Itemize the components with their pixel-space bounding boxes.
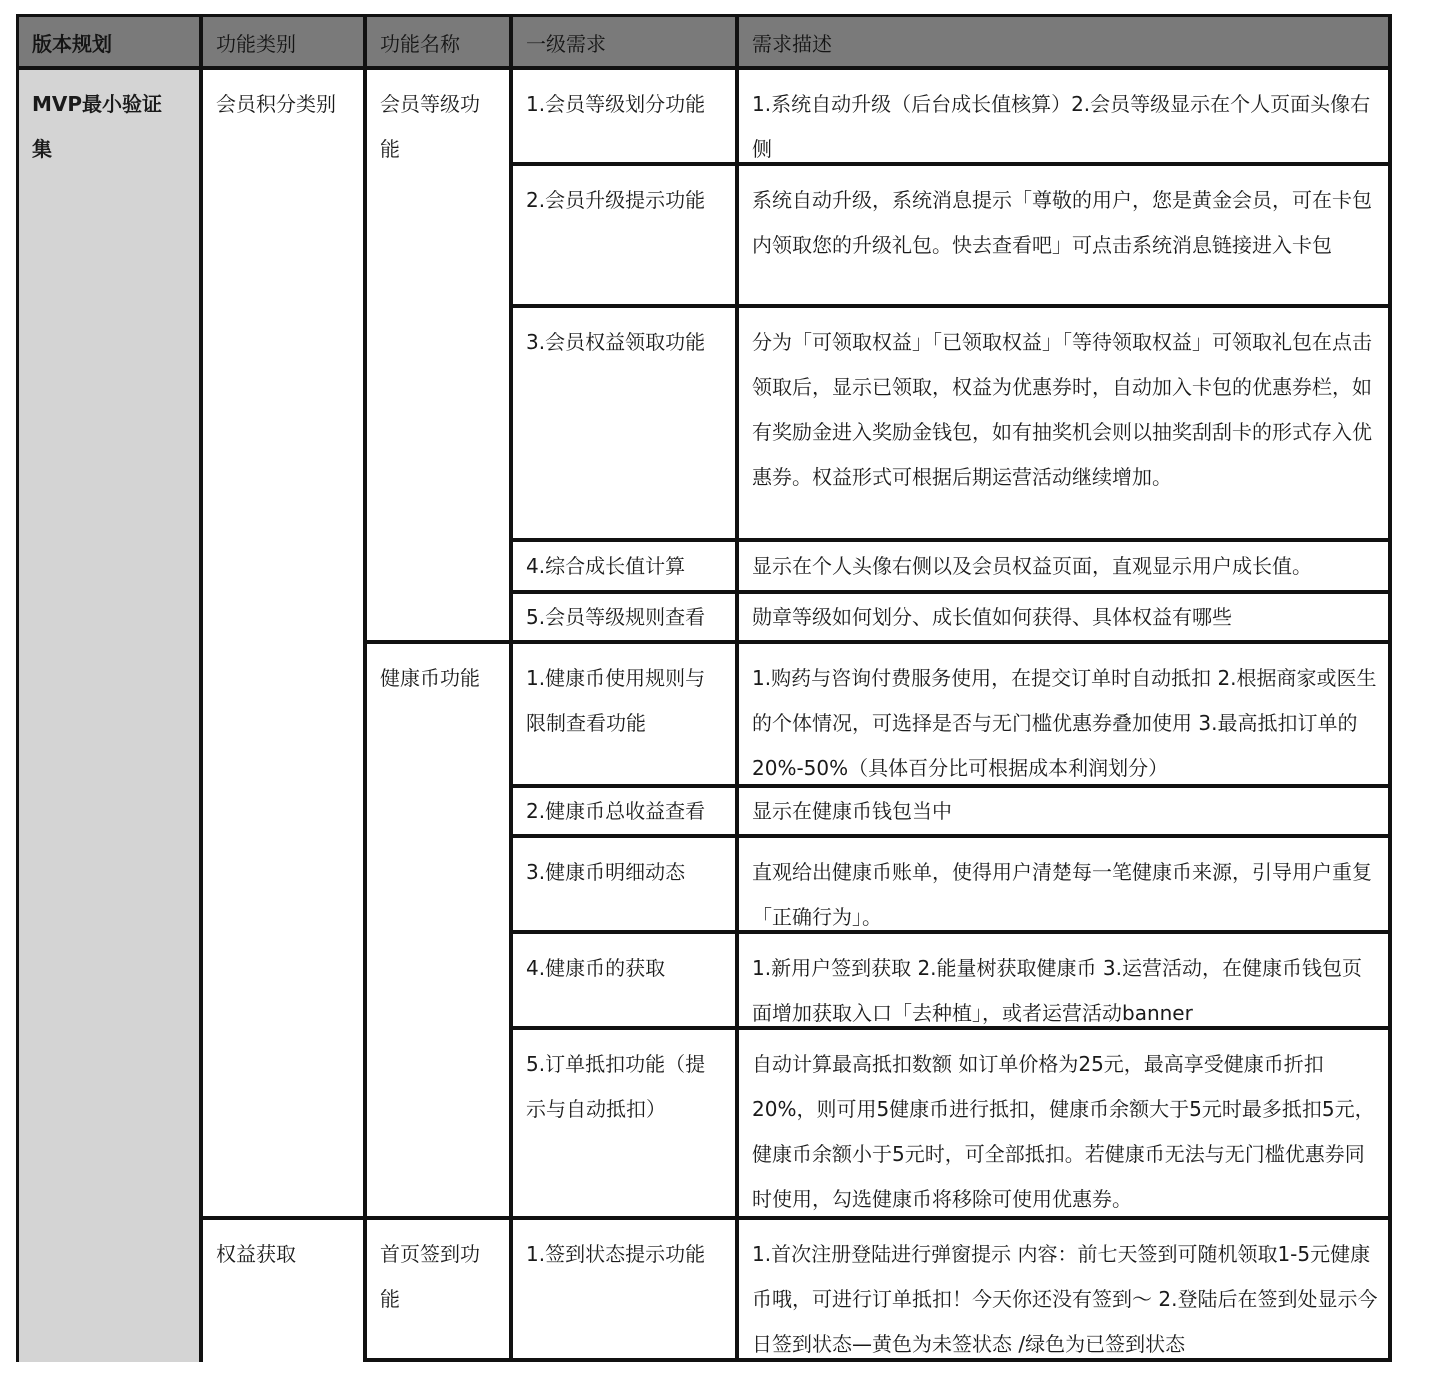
function-name-member-level: 会员等级功能	[380, 92, 480, 161]
requirement-cell: 5.会员等级规则查看	[526, 605, 706, 629]
description-cell: 勋章等级如何划分、成长值如何获得、具体权益有哪些	[752, 605, 1232, 629]
function-name-health-coin: 健康币功能	[380, 666, 480, 690]
header-category: 功能类别	[200, 14, 364, 68]
grid-line	[510, 784, 1392, 788]
grid-line	[510, 162, 1392, 166]
description-cell: 1.购药与咨询付费服务使用，在提交订单时自动抵扣 2.根据商家或医生的个体情况，可选择是否与无门槛优惠券叠加使用 3.最高抵扣订单的20%-50%（具体百分比可根据成本利润划分）	[752, 666, 1377, 780]
description-cell: 直观给出健康币账单，使得用户清楚每一笔健康币来源，引导用户重复「正确行为」。	[752, 860, 1372, 929]
grid-line	[1388, 14, 1392, 1362]
grid-line	[510, 538, 1392, 542]
requirement-cell: 5.订单抵扣功能（提示与自动抵扣）	[526, 1052, 706, 1121]
category-cell-rights: 权益获取	[216, 1242, 296, 1266]
description-cell: 分为「可领取权益」「已领取权益」「等待领取权益」可领取礼包在点击领取后，显示已领取，权益为优惠券时，自动加入卡包的优惠券栏，如有奖励金进入奖励金钱包，如有抽奖机会则以抽奖刮刮卡的形式存入优惠券。权益形式可根据后期运营活动继续增加。	[752, 330, 1372, 489]
requirement-cell: 3.会员权益领取功能	[526, 330, 706, 354]
header-description: 需求描述	[736, 14, 1392, 68]
requirement-cell: 2.会员升级提示功能	[526, 188, 706, 212]
description-cell: 自动计算最高抵扣数额 如订单价格为25元，最高享受健康币折扣20%，则可用5健康币进行抵扣，健康币余额大于5元时最多抵扣5元，健康币余额小于5元时，可全部抵扣。若健康币无法与无门槛优惠券同时使用，勾选健康币将移除可使用优惠券。	[752, 1052, 1375, 1211]
requirement-cell: 1.会员等级划分功能	[526, 92, 706, 116]
requirement-cell: 3.健康币明细动态	[526, 860, 686, 884]
requirement-cell: 2.健康币总收益查看	[526, 799, 706, 823]
header-version: 版本规划	[16, 14, 200, 68]
description-cell: 1.系统自动升级（后台成长值核算）2.会员等级显示在个人页面头像右侧	[752, 92, 1371, 161]
grid-line	[509, 14, 513, 1362]
requirement-cell: 1.签到状态提示功能	[526, 1242, 706, 1266]
requirement-cell: 4.综合成长值计算	[526, 554, 686, 578]
grid-line	[16, 14, 1392, 17]
requirement-cell: 4.健康币的获取	[526, 956, 666, 980]
grid-line	[16, 66, 1392, 70]
grid-line	[510, 834, 1392, 838]
description-cell: 1.首次注册登陆进行弹窗提示 内容：前七天签到可随机领取1-5元健康币哦，可进行订单抵扣！今天你还没有签到～ 2.登陆后在签到处显示今日签到状态—黄色为未签状态 /绿色为已签到状态	[752, 1242, 1378, 1356]
description-cell: 显示在个人头像右侧以及会员权益页面，直观显示用户成长值。	[752, 554, 1312, 578]
category-cell-member-points: 会员积分类别	[216, 92, 336, 116]
header-function-name: 功能名称	[364, 14, 510, 68]
grid-line	[364, 640, 1392, 644]
description-cell: 1.新用户签到获取 2.能量树获取健康币 3.运营活动，在健康币钱包页面增加获取入口「去种植」，或者运营活动banner	[752, 956, 1362, 1025]
description-cell: 显示在健康币钱包当中	[752, 799, 952, 823]
version-cell: MVP最小验证集	[16, 68, 200, 1362]
grid-line	[510, 1026, 1392, 1030]
grid-line	[363, 14, 367, 1362]
requirements-table	[16, 14, 1392, 1362]
function-name-checkin: 首页签到功能	[380, 1242, 480, 1311]
grid-line	[199, 14, 203, 1362]
grid-line	[735, 14, 739, 1362]
header-level1-requirement: 一级需求	[510, 14, 736, 68]
grid-line	[16, 14, 19, 1362]
grid-line	[510, 304, 1392, 308]
grid-line	[200, 1216, 1392, 1220]
grid-line	[364, 1358, 1392, 1362]
grid-line	[510, 590, 1392, 594]
grid-line	[510, 930, 1392, 934]
requirement-cell: 1.健康币使用规则与限制查看功能	[526, 666, 706, 735]
description-cell: 系统自动升级，系统消息提示「尊敬的用户，您是黄金会员，可在卡包内领取您的升级礼包。快去查看吧」可点击系统消息链接进入卡包	[752, 188, 1372, 257]
